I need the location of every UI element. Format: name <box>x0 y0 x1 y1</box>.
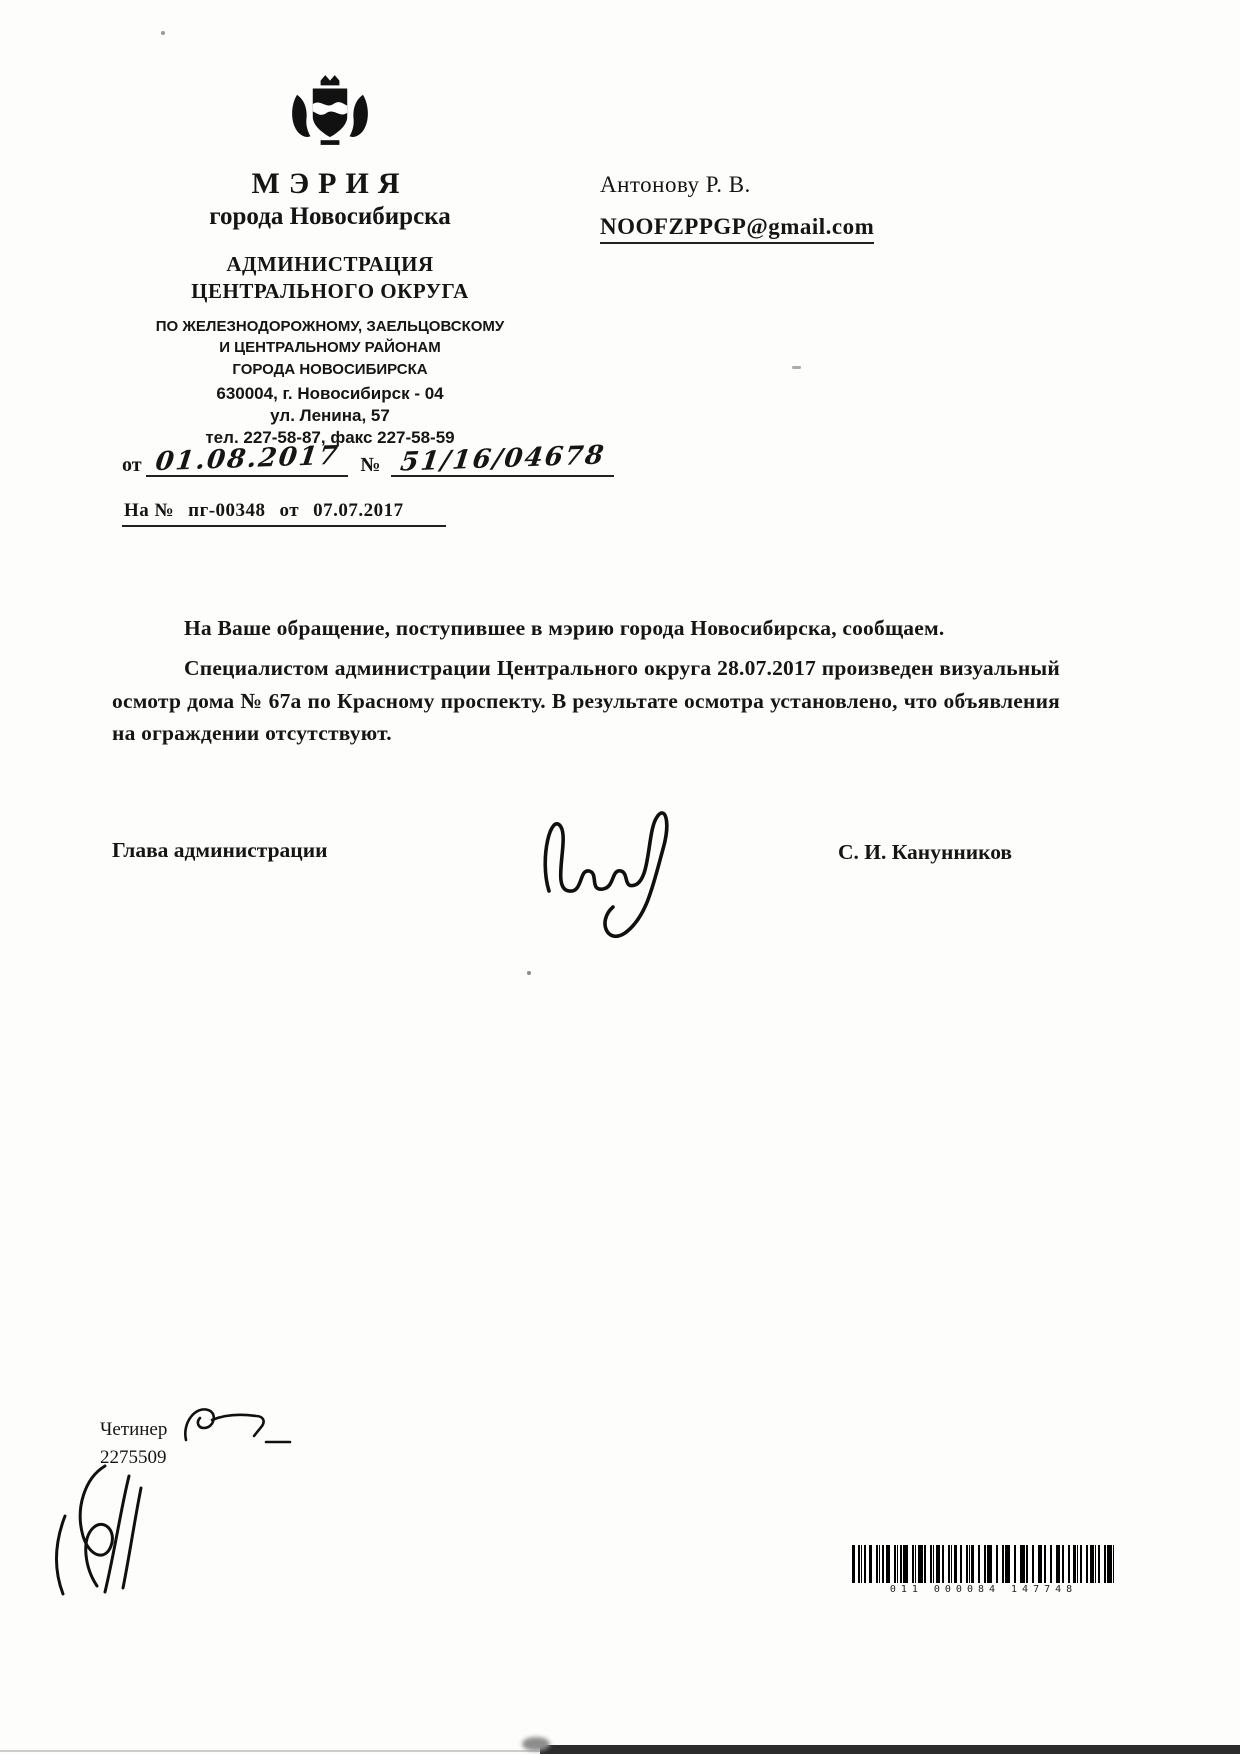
novosibirsk-coat-of-arms-icon <box>283 70 377 159</box>
recipient-name: Антонову Р. В. <box>600 172 751 197</box>
corner-signature-scribble <box>45 1458 175 1603</box>
barcode <box>852 1545 1115 1595</box>
letterhead <box>95 70 565 449</box>
address-postal: 630004, г. Новосибирск - 04 <box>216 383 444 403</box>
districts-line-3: ГОРОДА НОВОСИБИРСКА <box>232 361 428 379</box>
outgoing-reference-line <box>122 440 614 478</box>
incoming-ref-label: На № <box>124 500 175 521</box>
signatory-name: С. И. Канунников <box>838 840 1013 864</box>
signatory-position: Глава администрации <box>112 838 328 862</box>
incoming-reference-line <box>122 500 446 527</box>
body-paragraph-2: Специалистом администрации Центрального округа 28.07.2017 произведен визуальный осмотр дома № 67а по Красному проспекту. В результате осмотра установлено, что объявления на ограждении отсутствуют. <box>112 656 1060 745</box>
scan-smudge-artifact <box>522 1737 550 1751</box>
executor-name: Четинер <box>100 1419 168 1440</box>
incoming-ref-date: 07.07.2017 <box>313 500 404 521</box>
districts-line-2: И ЦЕНТРАЛЬНОМУ РАЙОНАМ <box>219 339 441 357</box>
address-block <box>95 383 565 449</box>
outgoing-number-handwritten: 51/16/04678 <box>391 444 615 477</box>
incoming-ref-number: пг-00348 <box>188 500 266 521</box>
address-street: ул. Ленина, 57 <box>270 405 390 425</box>
recipient-email: NOOFZPPGP@gmail.com <box>600 214 874 244</box>
scan-edge-artifact <box>540 1745 1240 1754</box>
scan-speck <box>161 31 165 35</box>
executor-initials-scribble <box>178 1398 298 1463</box>
number-label: № <box>360 454 381 476</box>
scan-edge-artifact <box>0 1750 540 1752</box>
administration-line-2: ЦЕНТРАЛЬНОГО ОКРУГА <box>191 279 469 304</box>
administration-block <box>95 251 565 306</box>
org-title-city: города Новосибирска <box>209 203 451 230</box>
recipient-block <box>600 172 874 244</box>
barcode-bars <box>852 1545 1115 1583</box>
incoming-reference-text <box>122 500 446 527</box>
scan-speck <box>792 366 801 369</box>
incoming-ref-from-label: от <box>279 500 300 521</box>
barcode-digits: 011 000084 147748 <box>889 1584 1078 1595</box>
districts-block <box>95 316 565 450</box>
phone-fax: тел. 227-58-87, факс 227-58-59 <box>205 428 455 448</box>
scan-speck <box>527 971 531 975</box>
from-label: от <box>122 454 142 476</box>
outgoing-date-handwritten: 01.08.2017 <box>146 444 349 477</box>
org-title-mayoralty: МЭРИЯ <box>251 167 409 200</box>
signature-scribble <box>515 793 705 948</box>
administration-line-1: АДМИНИСТРАЦИЯ <box>226 252 434 276</box>
executor-phone: 2275509 <box>100 1446 167 1468</box>
letter-body <box>112 612 1060 749</box>
body-paragraph-1: На Ваше обращение, поступившее в мэрию города Новосибирска, сообщаем. <box>184 616 945 640</box>
districts-line-1: ПО ЖЕЛЕЗНОДОРОЖНОМУ, ЗАЕЛЬЦОВСКОМУ <box>155 317 505 335</box>
